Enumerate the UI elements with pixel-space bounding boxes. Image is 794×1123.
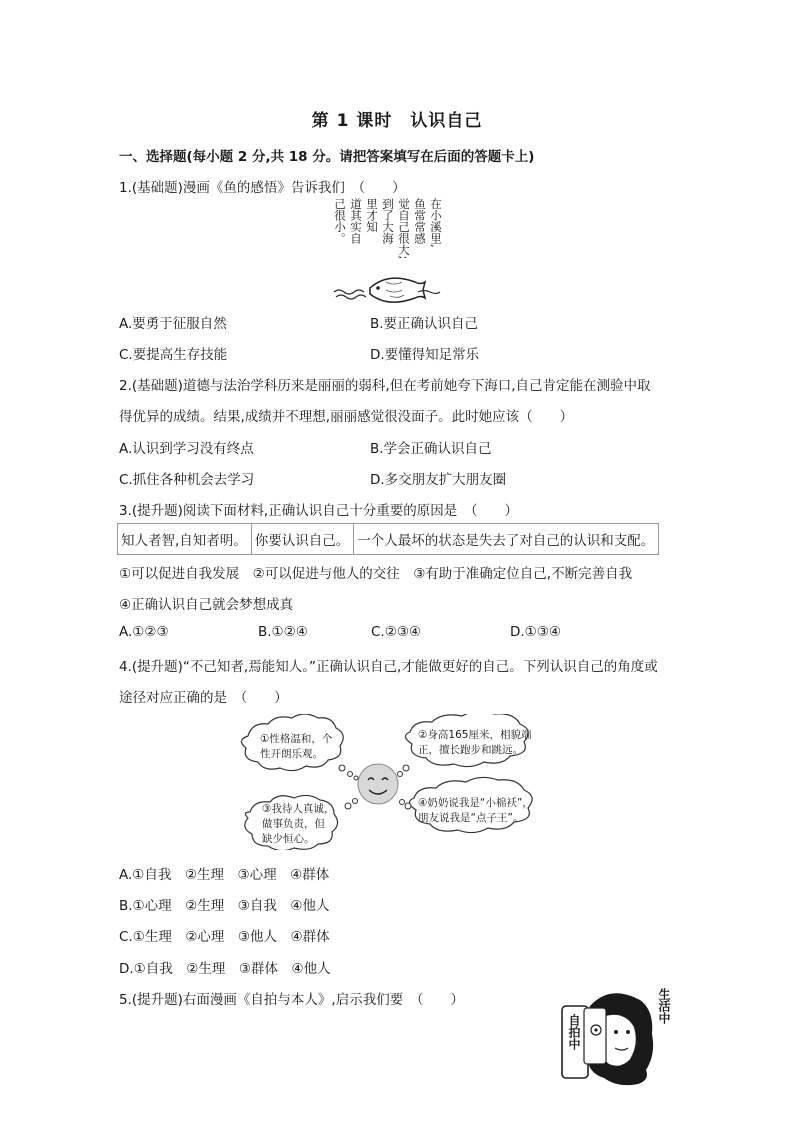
- cloud-line: 做事负责，但: [262, 818, 325, 830]
- cloud-line: 性开朗乐观。: [260, 748, 323, 760]
- q3-option-a: A.①②③: [119, 624, 169, 640]
- q3-option-b: B.①②④: [258, 624, 308, 640]
- quote-cell: 你要认识自己。: [251, 524, 354, 555]
- smiley-icon: [358, 764, 398, 804]
- quote-cell: 知人者智,自知者明。: [118, 524, 252, 555]
- cloud-line: 朋友说我是“点子王”。: [418, 812, 524, 824]
- cartoon-text-col: 里才知: [365, 198, 379, 233]
- q3-option-c: C.②③④: [371, 624, 422, 640]
- q2-option-b: B.学会正确认识自己: [370, 441, 492, 457]
- q2-stem-line1: 2.(基础题)道德与法治学科历来是丽丽的弱科,但在考前她夸下海口,自己肯定能在测验中取: [119, 378, 651, 394]
- cartoon-text-col: 鱼常常感: [413, 198, 427, 244]
- cartoon-text-col: 觉自己很大;: [397, 198, 411, 260]
- cloud-2-text: [418, 728, 531, 758]
- q4-option-a: A.①自我 ②生理 ③心理 ④群体: [119, 867, 330, 883]
- q5-cartoon-selfie: [560, 986, 672, 1086]
- cloud-line: 缺少恒心。: [262, 833, 315, 845]
- cloud-3-text: [262, 802, 334, 847]
- q2-option-c: C.抓住各种机会去学习: [119, 472, 255, 488]
- q4-option-d: D.①自我 ②生理 ③群体 ④他人: [119, 961, 331, 977]
- q3-quote-table: [117, 523, 659, 555]
- cloud-4-text: [418, 796, 533, 826]
- cloud-line: 正，擅长跑步和跳远。: [418, 744, 523, 756]
- cartoon-text-col: 己很小。: [333, 198, 347, 244]
- cloud-line: ①性格温和，个: [260, 733, 333, 745]
- q3-option-d: D.①③④: [510, 624, 561, 640]
- q3-stem: 3.(提升题)阅读下面材料,正确认识自己十分重要的原因是 （ ）: [119, 503, 518, 519]
- q4-option-b: B.①心理 ②生理 ③自我 ④他人: [119, 898, 330, 914]
- cloud-1-text: [260, 732, 332, 762]
- q3-items-line1: ①可以促进自我发展 ②可以促进与他人的交往 ③有助于准确定位自己,不断完善自我: [119, 566, 633, 582]
- q2-option-a: A.认识到学习没有终点: [119, 441, 254, 457]
- q1-option-a: A.要勇于征服自然: [119, 316, 227, 332]
- q1-option-b: B.要正确认识自己: [370, 316, 479, 332]
- q4-cartoon-clouds: [238, 714, 558, 850]
- cloud-line: ②身高165厘米，相貌端: [418, 729, 532, 741]
- q4-stem-line2: 途径对应正确的是 （ ）: [119, 690, 288, 706]
- selfie-label: 自拍中: [567, 1014, 581, 1050]
- real-life-label: 生活中: [657, 988, 671, 1024]
- q2-option-d: D.多交朋友扩大朋友圈: [370, 472, 507, 488]
- q5-stem: 5.(提升题)右面漫画《自拍与本人》,启示我们要 （ ）: [119, 992, 464, 1008]
- cartoon-text-col: 到了大海: [381, 198, 395, 244]
- section-heading: 一、选择题(每小题 2 分,共 18 分。请把答案填写在后面的答题卡上): [119, 149, 535, 165]
- q1-cartoon-fish: [330, 198, 448, 306]
- q4-stem-line1: 4.(提升题)“不己知者,焉能知人。”正确认识自己,才能做更好的自己。下列认识自己的角度或: [119, 659, 658, 675]
- quote-cell: 一个人最坏的状态是失去了对自己的认识和支配。: [354, 524, 659, 555]
- cartoon-text-col: 道其实自: [349, 198, 363, 244]
- q2-stem-line2: 得优异的成绩。结果,成绩并不理想,丽丽感觉很没面子。此时她应该（ ）: [119, 409, 574, 425]
- cloud-line: ③我待人真诚，: [262, 803, 335, 815]
- fish-icon: [330, 198, 448, 306]
- cloud-line: ④奶奶说我是“小棉袄”，: [418, 797, 533, 809]
- q4-option-c: C.①生理 ②心理 ③他人 ④群体: [119, 929, 330, 945]
- q1-option-d: D.要懂得知足常乐: [370, 347, 480, 363]
- page-title: 第 1 课时 认识自己: [311, 111, 483, 131]
- q1-stem: 1.(基础题)漫画《鱼的感悟》告诉我们 （ ）: [119, 180, 406, 196]
- q1-option-c: C.要提高生存技能: [119, 347, 228, 363]
- q3-items-line2: ④正确认识自己就会梦想成真: [119, 597, 294, 613]
- cartoon-text-col: 在小溪里,: [429, 198, 443, 248]
